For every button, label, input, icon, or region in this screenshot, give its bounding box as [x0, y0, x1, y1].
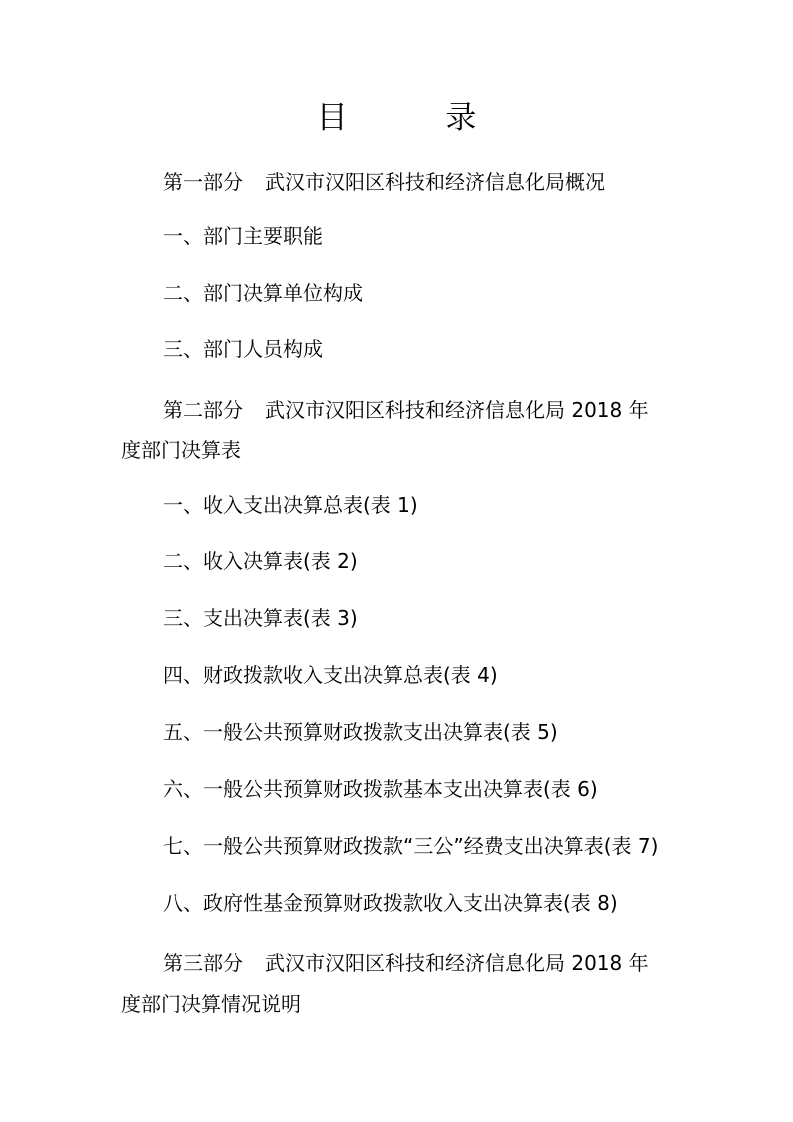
toc-part3-heading [163, 949, 649, 977]
toc-part3-title-line2: 度部门决算情况说明 [121, 992, 301, 1016]
toc-part3-label: 第三部分 [163, 951, 243, 975]
toc-item-part2-5: 五、一般公共预算财政拨款支出决算表(表 5) [163, 720, 558, 744]
toc-part1-heading [163, 168, 605, 196]
toc-part1-title: 武汉市汉阳区科技和经济信息化局概况 [265, 170, 605, 194]
toc-part2-title-line1: 武汉市汉阳区科技和经济信息化局 2018 年 [265, 398, 649, 422]
toc-item-part2-3: 三、支出决算表(表 3) [163, 606, 358, 630]
toc-item-part2-6: 六、一般公共预算财政拨款基本支出决算表(表 6) [163, 777, 598, 801]
toc-part3-title-line1: 武汉市汉阳区科技和经济信息化局 2018 年 [265, 951, 649, 975]
toc-part2-label: 第二部分 [163, 398, 243, 422]
toc-part2-title-line2: 度部门决算表 [121, 438, 241, 462]
toc-part1-label: 第一部分 [163, 170, 243, 194]
toc-item-part2-4: 四、财政拨款收入支出决算总表(表 4) [163, 663, 498, 687]
toc-title: 目 录 [316, 100, 521, 136]
toc-part2-heading [163, 396, 649, 424]
toc-item-part1-1: 一、部门主要职能 [163, 224, 323, 248]
toc-item-part1-2: 二、部门决算单位构成 [163, 281, 363, 305]
toc-item-part2-7: 七、一般公共预算财政拨款“三公”经费支出决算表(表 7) [163, 834, 659, 858]
toc-item-part1-3: 三、部门人员构成 [163, 337, 323, 361]
toc-item-part2-8: 八、政府性基金预算财政拨款收入支出决算表(表 8) [163, 891, 618, 915]
toc-item-part2-1: 一、收入支出决算总表(表 1) [163, 493, 418, 517]
toc-item-part2-2: 二、收入决算表(表 2) [163, 549, 358, 573]
